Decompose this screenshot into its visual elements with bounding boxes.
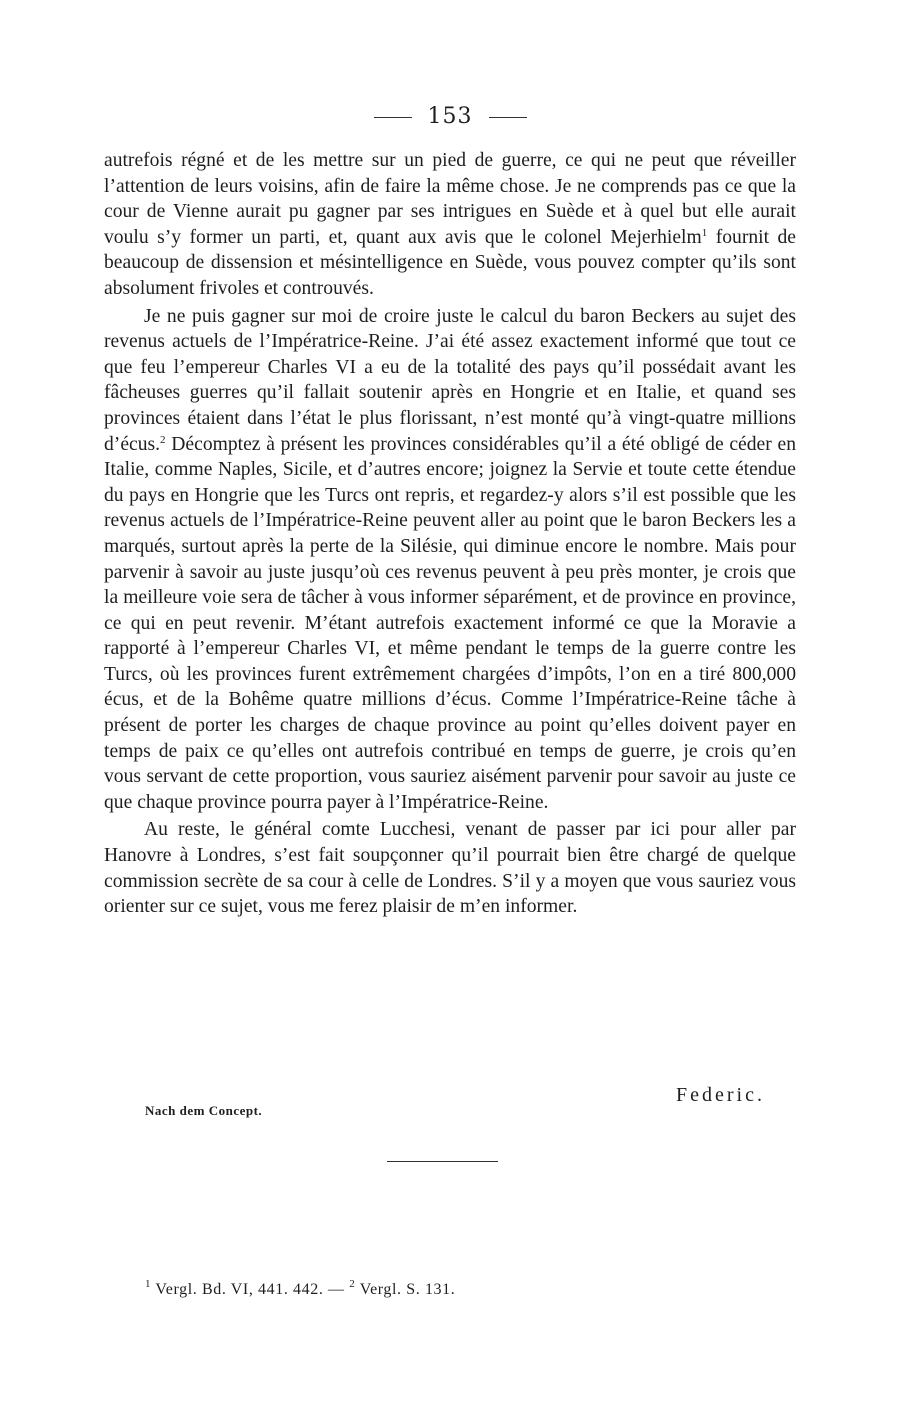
- page-header: [0, 104, 900, 129]
- letter-body: [104, 148, 796, 920]
- footnote-2-text: Vergl. S. 131.: [359, 1281, 456, 1298]
- paragraph-3: Au reste, le général comte Lucchesi, venant de passer par ici pour aller par Hanovre à Londres, s’est fait soupçonner qu’il pourrait bien être chargé de quelque commission secrète de sa cour à celle de Londres. S’il y a moyen que vous sauriez vous orienter sur ce sujet, vous me ferez plaisir de m’en informer.: [104, 819, 796, 918]
- header-rule-left: [374, 117, 412, 118]
- paragraph-2-text-b: Décomptez à présent les provinces considérables qu’il a été obligé de céder en Italie, comme Naples, Sicile, et d’autres encore; joignez la Servie et toute cette étendue du pays en Hongrie que les Turcs ont repris, et regardez-y alors s’il est possible que les revenus actuels de l’Impératrice-Reine peuvent aller au point que le baron Beckers les a marqués, surtout après la perte de la Silésie, qui diminue encore le nombre. Mais pour parvenir à savoir au juste jusqu’où ces revenus peuvent à peu près monter, je crois que la meilleure voie sera de tâcher à vous informer séparément, et de province en province, ce qui en peut revenir. M’étant autrefois exactement informé ce que la Moravie a rapporté à l’empereur Charles VI, et même pendant le temps de la guerre contre les Turcs, où les provinces furent extrêmement chargées d’impôts, l’on en a tiré 800,000 écus, et de la Bohême quatre millions d’écus. Comme l’Impératrice-Reine tâche à présent de porter les charges de chaque province au point qu’elles doivent payer en temps de paix ce qu’elles ont autrefois contribué en temps de guerre, je crois qu’en vous servant de cette proportion, vous sauriez aisément parvenir pour savoir au juste ce que chaque province pourra payer à l’Impératrice-Reine.: [104, 433, 796, 813]
- footnote-marker-2: 2: [160, 433, 166, 446]
- paragraph-1-text-b: fournit de beaucoup de dissension et mésintelligence en Suède, vous pouvez compter qu’ils sont absolument frivoles et controuvés.: [104, 226, 796, 299]
- page-number: 153: [427, 104, 473, 129]
- header-rule-right: [489, 117, 527, 118]
- footnotes: [145, 1278, 456, 1299]
- paragraph-2: [104, 304, 796, 816]
- footnote-2-marker: 2: [349, 1278, 356, 1290]
- footnote-marker-1: 1: [701, 226, 708, 239]
- source-note: Nach dem Concept.: [145, 1103, 263, 1118]
- paragraph-1-text-a: autrefois régné et de les mettre sur un pied de guerre, ce qui ne peut que réveiller l’attention de leurs voisins, afin de faire la même chose. Je ne comprends pas ce que la cour de Vienne aurait pu gagner par ses intrigues en Suède et à quel but elle aurait voulu s’y former un parti, et, quant aux avis que le colonel Mejerhielm: [104, 150, 796, 248]
- footnote-1-text: Vergl. Bd. VI, 441. 442. —: [155, 1281, 350, 1298]
- paragraph-1: [104, 148, 796, 302]
- footnote-1-marker: 1: [145, 1278, 152, 1290]
- end-rule: [387, 1161, 498, 1162]
- paragraph-2-text-a: Je ne puis gagner sur moi de croire juste le calcul du baron Beckers au sujet des revenus actuels de l’Impératrice-Reine. J’ai été assez exactement informé que tout ce que feu l’empereur Charles VI a eu de la totalité des pays qu’il possédait avant les fâcheuses guerres qu’il fallait soutenir après en Hongrie et en Italie, et quand ses provinces étaient dans l’état le plus florissant, n’est monté qu’à vingt-quatre millions d’écus.: [104, 305, 796, 455]
- signature: Federic.: [676, 1084, 765, 1106]
